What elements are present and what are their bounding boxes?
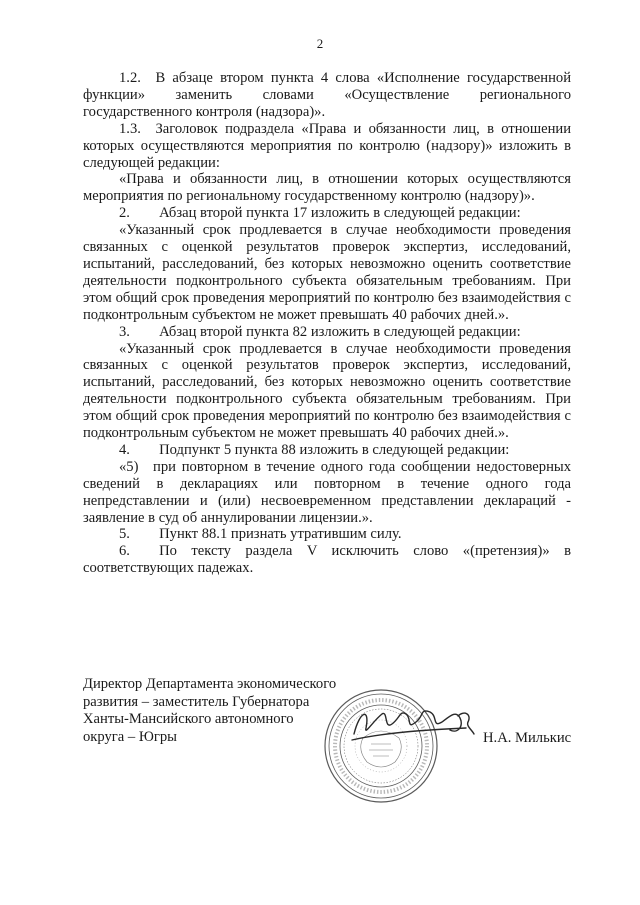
handwritten-signature (348, 700, 478, 746)
paragraph-6: 6. По тексту раздела V исключить слово «(претензия)» в соответствующих падежах. (83, 543, 571, 577)
page-number: 2 (316, 36, 324, 51)
paragraph-1-3-quote: «Права и обязанности лиц, в отношении которых осуществляются мероприятия по региональному государственному контролю (надзору)». (83, 171, 571, 205)
signatory-position-line: округа – Югры (83, 728, 177, 745)
paragraph-1-3: 1.3. Заголовок подраздела «Права и обязанности лиц, в отношении которых осуществляются мероприятия по контролю (надзору)» изложить в следующей редакции: (83, 120, 571, 171)
paragraph-2-quote: «Указанный срок продлевается в случае необходимости проведения связанных с оценкой результатов проверок экспертиз, исследований, испытаний, расследований, без которых невозможно оценить соответствие деятельности подконтрольного субъекта обязательным требованиям. При этом общий срок проведения мероприятий по контролю без взаимодействия с подконтрольным субъектом не может превышать 40 рабочих дней.». (83, 222, 571, 323)
paragraph-3-quote: «Указанный срок продлевается в случае необходимости проведения связанных с оценкой результатов проверок экспертиз, исследований, испытаний, расследований, без которых невозможно оценить соответствие деятельности подконтрольного субъекта обязательным требованиям. При этом общий срок проведения мероприятий по контролю без взаимодействия с подконтрольным субъектом не может превышать 40 рабочих дней.». (83, 340, 571, 442)
paragraph-2: 2. Абзац второй пункта 17 изложить в следующей редакции: (119, 205, 521, 222)
signatory-position (83, 676, 336, 746)
signatory-position-line: Ханты-Мансийского автономного (83, 711, 294, 727)
paragraph-3: 3. Абзац второй пункта 82 изложить в следующей редакции: (119, 323, 521, 340)
document-body (83, 70, 571, 577)
paragraph-4: 4. Подпункт 5 пункта 88 изложить в следующей редакции: (119, 441, 510, 458)
paragraph-4-quote: «5) при повторном в течение одного года сообщении недостоверных сведений в декларациях или повторном в течение одного года непредставлении и (или) несвоевременном представлении деклараций - заявление в суд об аннулировании лицензии.». (83, 458, 571, 526)
paragraph-5: 5. Пункт 88.1 признать утратившим силу. (119, 526, 402, 543)
signatory-position-line: развития – заместитель Губернатора (83, 693, 310, 710)
signatory-name: Н.А. Милькис (483, 730, 572, 746)
paragraph-1-2: 1.2. В абзаце втором пункта 4 слова «Исполнение государственной функции» заменить словами «Осуществление регионального государственного контроля (надзора)». (83, 70, 571, 120)
signatory-position-line: Директор Департамента экономического (83, 676, 337, 692)
